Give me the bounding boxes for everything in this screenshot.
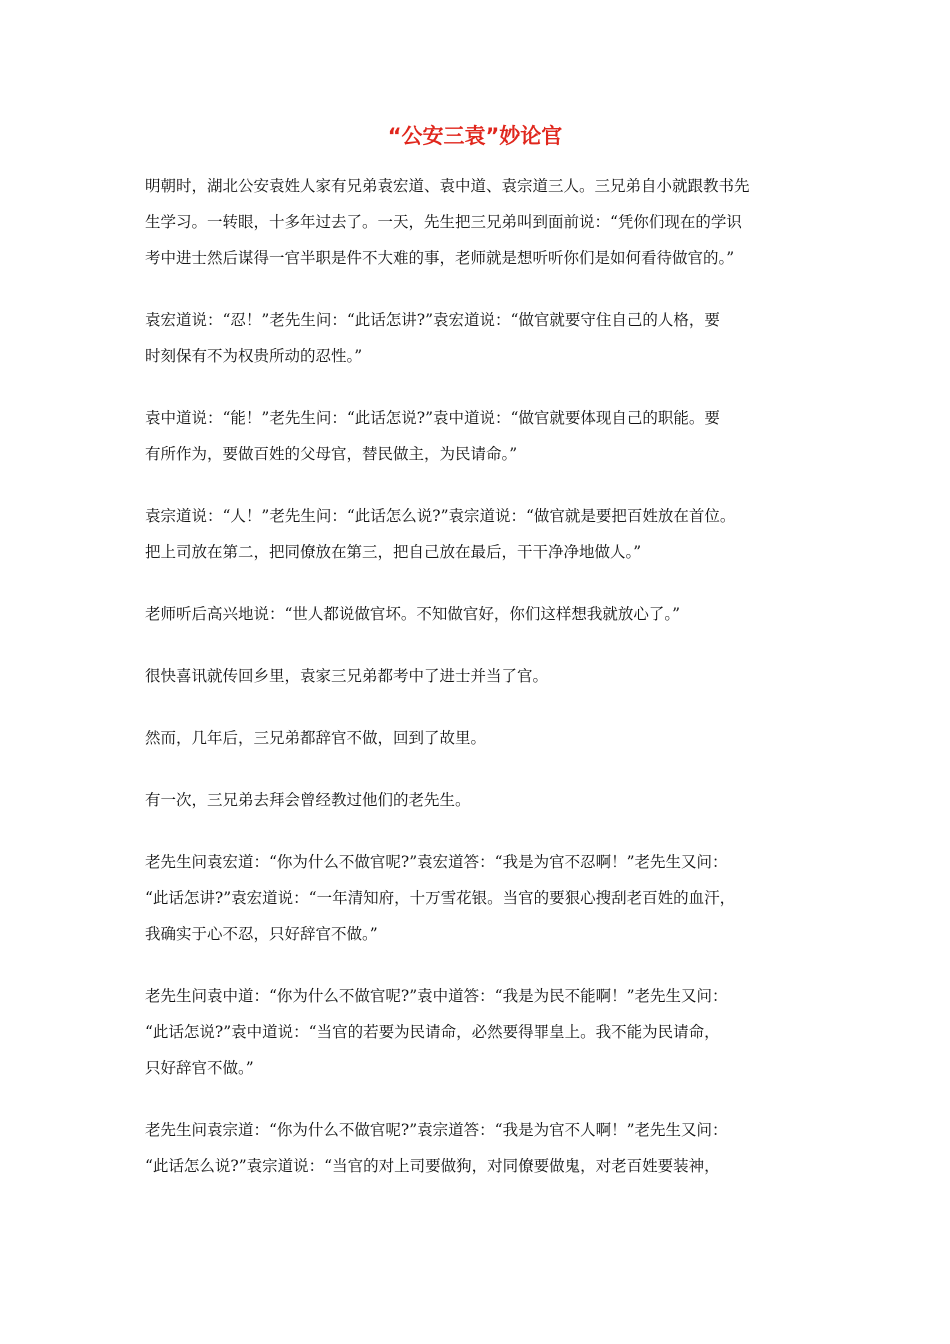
- text-line: 老先生问袁中道：“你为什么不做官呢?”袁中道答：“我是为民不能啊！”老先生又问：: [145, 987, 728, 1005]
- paragraph-5: [145, 596, 813, 632]
- text-line: 很快喜讯就传回乡里，袁家三兄弟都考中了进士并当了官。: [145, 667, 549, 685]
- paragraph-10: [145, 978, 813, 1086]
- text-line: 我确实于心不忍，只好辞官不做。”: [145, 925, 378, 943]
- text-line: 有所作为，要做百姓的父母官，替民做主，为民请命。”: [145, 445, 518, 463]
- text-line: 把上司放在第二，把同僚放在第三，把自己放在最后，干干净净地做人。”: [145, 543, 642, 561]
- text-line: 考中进士然后谋得一官半职是件不大难的事，老师就是想听听你们是如何看待做官的。”: [145, 249, 735, 267]
- paragraph-8: [145, 782, 813, 818]
- text-line: 明朝时，湖北公安袁姓人家有兄弟袁宏道、袁中道、袁宗道三人。三兄弟自小就跟教书先: [145, 177, 750, 195]
- paragraph-9: [145, 844, 813, 952]
- document-body: [145, 168, 813, 1210]
- paragraph-7: [145, 720, 813, 756]
- text-line: 生学习。一转眼，十多年过去了。一天，先生把三兄弟叫到面前说：“凭你们现在的学识: [145, 213, 742, 231]
- text-line: 老先生问袁宏道：“你为什么不做官呢?”袁宏道答：“我是为官不忍啊！”老先生又问：: [145, 853, 728, 871]
- text-line: 袁宗道说：“人！”老先生问：“此话怎么说?”袁宗道说：“做官就是要把百姓放在首位。: [145, 507, 736, 525]
- text-line: 袁宏道说：“忍！”老先生问：“此话怎讲?”袁宏道说：“做官就要守住自己的人格，要: [145, 311, 720, 329]
- paragraph-3: [145, 400, 813, 472]
- text-line: 时刻保有不为权贵所动的忍性。”: [145, 347, 363, 365]
- text-line: 袁中道说：“能！”老先生问：“此话怎说?”袁中道说：“做官就要体现自己的职能。要: [145, 409, 720, 427]
- paragraph-1: [145, 168, 813, 276]
- paragraph-11: [145, 1112, 813, 1184]
- text-line: “此话怎说?”袁中道说：“当官的若要为民请命，必然要得罪皇上。我不能为民请命，: [145, 1023, 720, 1041]
- text-line: 老师听后高兴地说：“世人都说做官坏。不知做官好，你们这样想我就放心了。”: [145, 605, 681, 623]
- text-line: “此话怎讲?”袁宏道说：“一年清知府，十万雪花银。当官的要狠心搜刮老百姓的血汗，: [145, 889, 736, 907]
- document-title: “公安三袁”妙论官: [387, 124, 563, 148]
- paragraph-2: [145, 302, 813, 374]
- paragraph-4: [145, 498, 813, 570]
- text-line: “此话怎么说?”袁宗道说：“当官的对上司要做狗，对同僚要做鬼，对老百姓要装神，: [145, 1157, 720, 1175]
- text-line: 只好辞官不做。”: [145, 1059, 254, 1077]
- text-line: 然而，几年后，三兄弟都辞官不做，回到了故里。: [145, 729, 487, 747]
- paragraph-6: [145, 658, 813, 694]
- text-line: 有一次，三兄弟去拜会曾经教过他们的老先生。: [145, 791, 471, 809]
- text-line: 老先生问袁宗道：“你为什么不做官呢?”袁宗道答：“我是为官不人啊！”老先生又问：: [145, 1121, 728, 1139]
